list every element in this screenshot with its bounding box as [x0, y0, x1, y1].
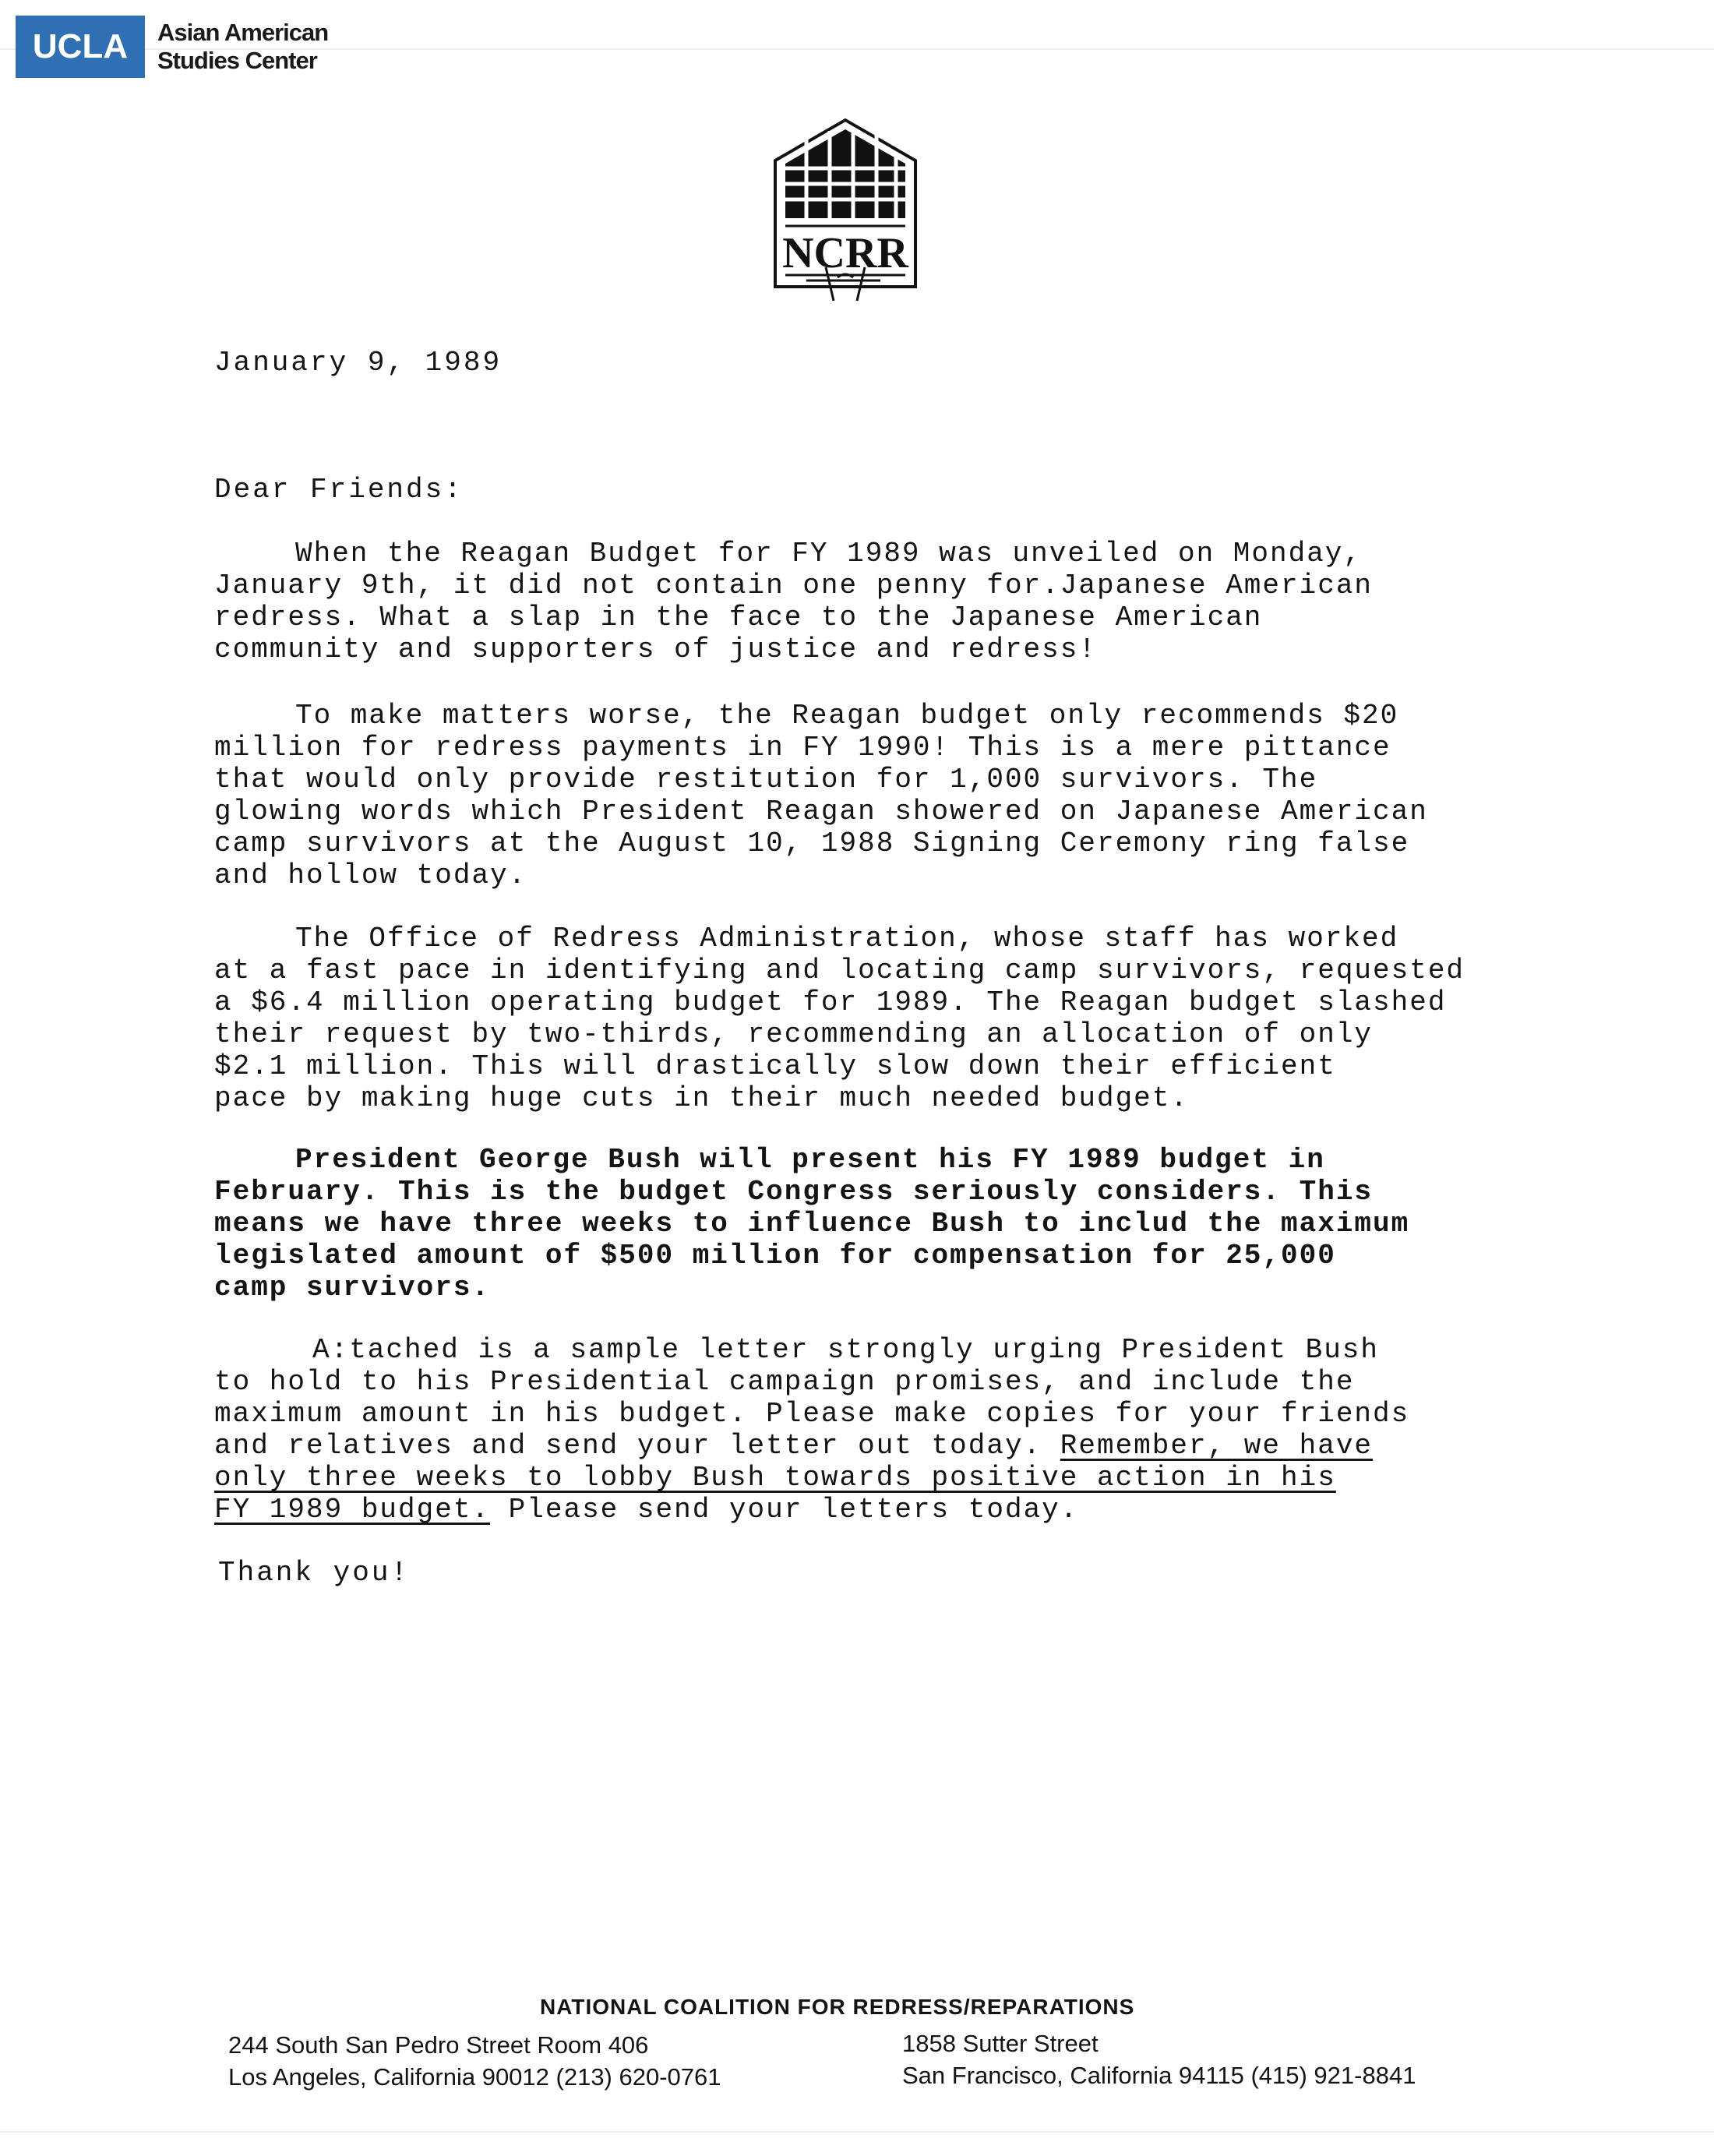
ucla-logo: UCLA — [16, 16, 145, 78]
text-line: February. This is the budget Congress seriously considers. This — [214, 1176, 1374, 1208]
center-name-line1: Asian American — [157, 19, 329, 46]
text-line: community and supporters of justice and redress! — [214, 633, 1097, 665]
paragraph-1 — [214, 538, 1539, 665]
text-line: and relatives and send your letter out today. Remember, we have — [214, 1430, 1374, 1462]
text-line: camp survivors at the August 10, 1988 Signing Ceremony ring false — [214, 827, 1410, 859]
text-line: and hollow today. — [214, 859, 527, 891]
text-line: To make matters worse, the Reagan budget only recommends $20 — [295, 700, 1399, 732]
text-line: only three weeks to lobby Bush towards positive action in his — [214, 1462, 1336, 1494]
letter-date: January 9, 1989 — [214, 347, 503, 379]
text-line: means we have three weeks to influence Bush to includ the maximum — [214, 1208, 1410, 1240]
text-line: pace by making huge cuts in their much needed budget. — [214, 1082, 1189, 1114]
text-line: camp survivors. — [214, 1272, 491, 1304]
text-line: at a fast pace in identifying and locating camp survivors, requested — [214, 954, 1465, 986]
salutation: Dear Friends: — [214, 474, 464, 506]
scan-edge-bottom — [0, 2131, 1714, 2133]
text-line: The Office of Redress Administration, whose staff has worked — [295, 923, 1399, 954]
text-line: a $6.4 million operating budget for 1989. The Reagan budget slashed — [214, 986, 1447, 1018]
text-line: redress. What a slap in the face to the Japanese American — [214, 602, 1263, 633]
ncrr-logo-text: NCRR — [782, 229, 908, 277]
paragraph-5 — [214, 1334, 1539, 1526]
address-line: San Francisco, California 94115 (415) 921-8841 — [902, 2062, 1416, 2089]
text-line: A:tached is a sample letter strongly urging President Bush — [312, 1334, 1380, 1366]
text-line: million for redress payments in FY 1990! This is a mere pittance — [214, 732, 1391, 764]
footer-org-name: NATIONAL COALITION FOR REDRESS/REPARATIONS — [540, 1995, 1135, 2019]
text-line: January 9th, it did not contain one penny for.Japanese American — [214, 570, 1374, 602]
text-line: their request by two-thirds, recommending an allocation of only — [214, 1018, 1374, 1050]
footer-address-los-angeles — [228, 2029, 721, 2093]
text-line: legislated amount of $500 million for compensation for 25,000 — [214, 1240, 1336, 1272]
address-line: 1858 Sutter Street — [902, 2030, 1099, 2057]
paragraph-3 — [214, 923, 1539, 1114]
address-line: 244 South San Pedro Street Room 406 — [228, 2031, 649, 2059]
text-line: FY 1989 budget. Please send your letters today. — [214, 1494, 1079, 1526]
text-line: glowing words which President Reagan showered on Japanese American — [214, 796, 1428, 827]
center-name-line2: Studies Center — [157, 47, 317, 74]
text-line: to hold to his Presidential campaign promises, and include the — [214, 1366, 1355, 1398]
center-name — [157, 19, 328, 75]
text-line: maximum amount in his budget. Please make copies for your friends — [214, 1398, 1410, 1430]
address-line: Los Angeles, California 90012 (213) 620-0761 — [228, 2063, 721, 2091]
ucla-watermark — [16, 16, 328, 78]
ncrr-logo-icon — [771, 115, 919, 306]
paragraph-4-bold — [214, 1144, 1539, 1304]
text-line: $2.1 million. This will drastically slow down their efficient — [214, 1050, 1336, 1082]
text-line: President George Bush will present his FY 1989 budget in — [295, 1144, 1325, 1176]
text-line: that would only provide restitution for 1,000 survivors. The — [214, 764, 1318, 796]
closing: Thank you! — [218, 1557, 411, 1589]
underlined-text: Remember, we have — [1060, 1430, 1374, 1462]
paragraph-2 — [214, 700, 1539, 891]
text-line: When the Reagan Budget for FY 1989 was unveiled on Monday, — [295, 538, 1363, 570]
footer-address-san-francisco — [902, 2027, 1416, 2091]
underlined-text: FY 1989 budget. — [214, 1494, 491, 1526]
